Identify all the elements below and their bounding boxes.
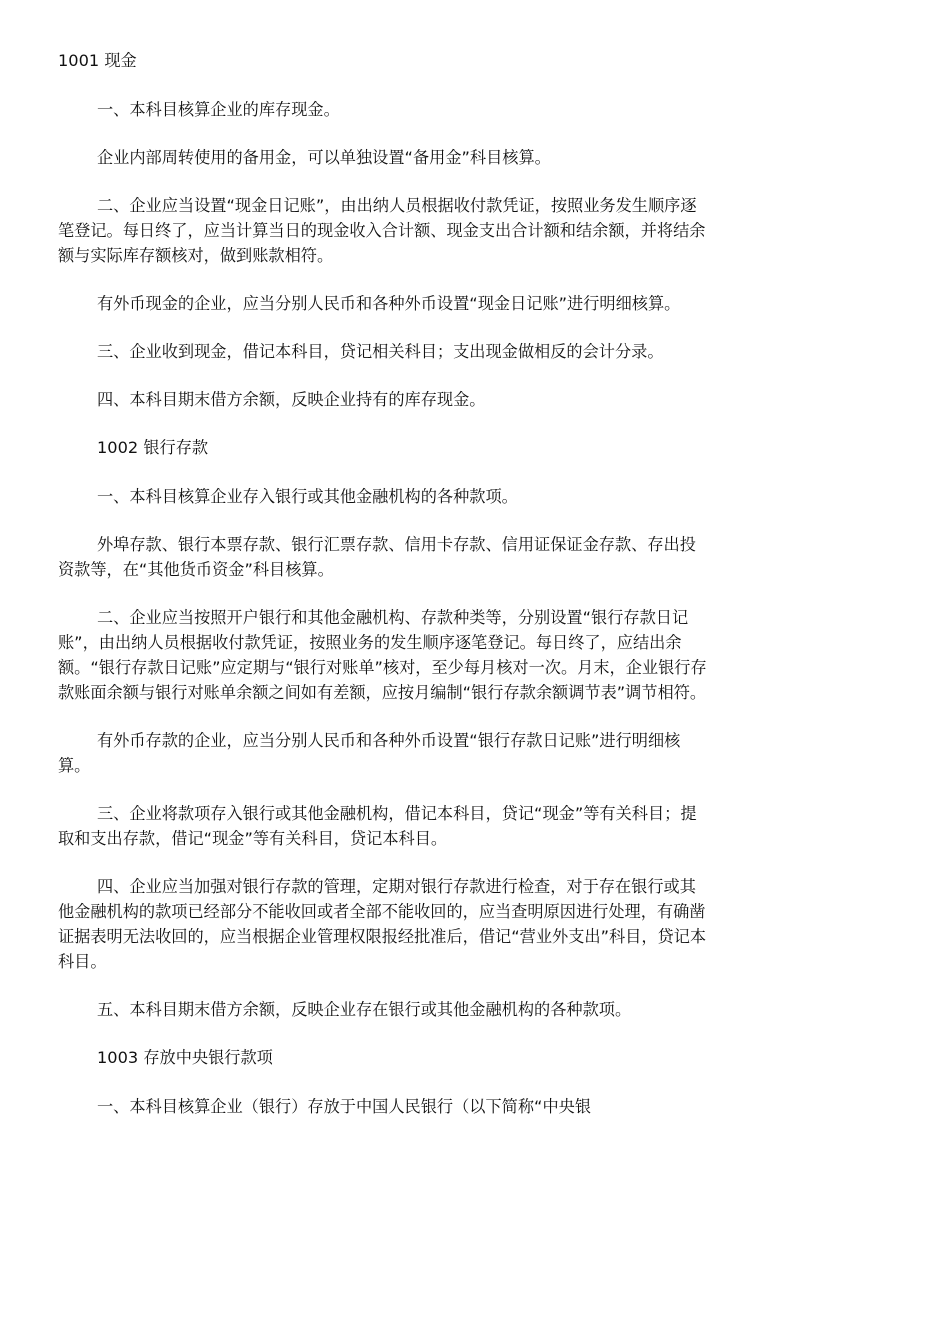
paragraph: 企业内部周转使用的备用金，可以单独设置“备用金”科目核算。: [97, 148, 551, 167]
paragraph: 二、企业应当按照开户银行和其他金融机构、存款种类等，分别设置“银行存款日记账”，由出纳人员根据收付款凭证，按照业务的发生顺序逐笔登记。每日终了，应结出余额。“银行存款日记账”应定期与“银行对账单”核对，至少每月核对一次。月末，企业银行存款账面余额与银行对账单余额之间如有差额，应按月编制“银行存款余额调节表”调节相符。: [58, 608, 707, 702]
paragraph: 四、企业应当加强对银行存款的管理，定期对银行存款进行检查，对于存在银行或其他金融机构的款项已经部分不能收回或者全部不能收回的，应当查明原因进行处理，有确凿证据表明无法收回的，应当根据企业管理权限报经批准后，借记“营业外支出”科目，贷记本科目。: [58, 877, 707, 971]
paragraph: 二、企业应当设置“现金日记账”，由出纳人员根据收付款凭证，按照业务发生顺序逐笔登记。每日终了，应当计算当日的现金收入合计额、现金支出合计额和结余额，并将结余额与实际库存额核对，做到账款相符。: [58, 196, 706, 265]
document-body: [58, 48, 710, 1142]
paragraph: 外埠存款、银行本票存款、银行汇票存款、信用卡存款、信用证保证金存款、存出投资款等，在“其他货币资金”科目核算。: [58, 535, 696, 579]
section-heading-1001: 1001 现金: [58, 51, 137, 70]
paragraph: 五、本科目期末借方余额，反映企业存在银行或其他金融机构的各种款项。: [97, 1000, 632, 1019]
paragraph: 有外币存款的企业，应当分别人民币和各种外币设置“银行存款日记账”进行明细核算。: [58, 731, 681, 775]
paragraph: 三、企业收到现金，借记本科目，贷记相关科目；支出现金做相反的会计分录。: [97, 342, 664, 361]
paragraph: 三、企业将款项存入银行或其他金融机构，借记本科目，贷记“现金”等有关科目；提取和支出存款，借记“现金”等有关科目，贷记本科目。: [58, 804, 697, 848]
section-heading-1003: 1003 存放中央银行款项: [97, 1048, 273, 1067]
paragraph: 一、本科目核算企业存入银行或其他金融机构的各种款项。: [97, 487, 518, 506]
paragraph: 一、本科目核算企业（银行）存放于中国人民银行（以下简称“中央银: [97, 1097, 592, 1116]
section-heading-1002: 1002 银行存款: [97, 438, 209, 457]
paragraph: 四、本科目期末借方余额，反映企业持有的库存现金。: [97, 390, 486, 409]
paragraph: 有外币现金的企业，应当分别人民币和各种外币设置“现金日记账”进行明细核算。: [97, 294, 681, 313]
paragraph: 一、本科目核算企业的库存现金。: [97, 100, 340, 119]
